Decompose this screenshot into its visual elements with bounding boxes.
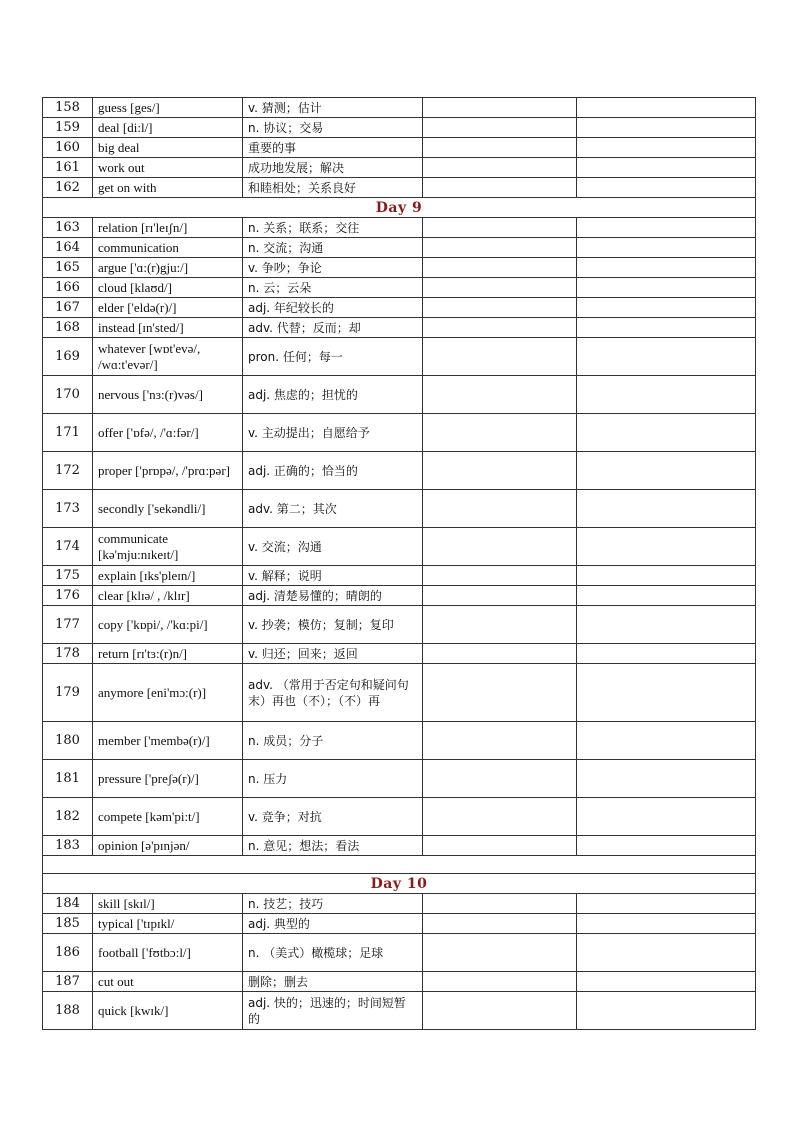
vocabulary-row (43, 158, 756, 178)
entry-word: explain [ɪks'pleɪn/] (93, 566, 243, 586)
entry-number: 183 (43, 836, 93, 856)
vocabulary-row (43, 298, 756, 318)
empty-cell (577, 836, 756, 856)
entry-number: 176 (43, 586, 93, 606)
vocabulary-row (43, 138, 756, 158)
empty-cell (577, 158, 756, 178)
entry-meaning: 删除；删去 (243, 972, 423, 992)
entry-word: get on with (93, 178, 243, 198)
entry-word: anymore [eni'mɔ:(r)] (93, 664, 243, 722)
empty-cell (423, 760, 577, 798)
entry-word: cut out (93, 972, 243, 992)
empty-cell (423, 528, 577, 566)
entry-word: argue ['ɑ:(r)gju:/] (93, 258, 243, 278)
day-header-row (43, 874, 756, 894)
vocabulary-row (43, 606, 756, 644)
vocabulary-table-body (43, 98, 756, 1030)
empty-cell (423, 158, 577, 178)
entry-meaning: adv. 代替；反而；却 (243, 318, 423, 338)
vocabulary-row (43, 914, 756, 934)
empty-cell (577, 490, 756, 528)
entry-word: typical ['tɪpɪkl/ (93, 914, 243, 934)
empty-cell (577, 914, 756, 934)
entry-meaning: n. 压力 (243, 760, 423, 798)
empty-cell (577, 894, 756, 914)
empty-cell (577, 138, 756, 158)
empty-cell (577, 760, 756, 798)
empty-cell (577, 414, 756, 452)
entry-meaning: n. （美式）橄榄球；足球 (243, 934, 423, 972)
empty-cell (423, 298, 577, 318)
vocabulary-row (43, 218, 756, 238)
empty-cell (423, 606, 577, 644)
vocabulary-row (43, 566, 756, 586)
entry-word: cloud [klaʊd/] (93, 278, 243, 298)
entry-word: opinion [ə'pɪnjən/ (93, 836, 243, 856)
vocabulary-row (43, 490, 756, 528)
vocabulary-row (43, 934, 756, 972)
empty-cell (423, 972, 577, 992)
empty-cell (423, 178, 577, 198)
vocabulary-row (43, 98, 756, 118)
vocabulary-row (43, 414, 756, 452)
empty-cell (423, 586, 577, 606)
entry-meaning: 重要的事 (243, 138, 423, 158)
empty-cell (577, 258, 756, 278)
empty-cell (577, 644, 756, 664)
vocabulary-row (43, 836, 756, 856)
entry-word: member ['membə(r)/] (93, 722, 243, 760)
entry-meaning: n. 交流；沟通 (243, 238, 423, 258)
empty-cell (423, 836, 577, 856)
entry-meaning: adj. 焦虑的；担忧的 (243, 376, 423, 414)
empty-cell (577, 934, 756, 972)
entry-word: guess [ges/] (93, 98, 243, 118)
entry-number: 188 (43, 992, 93, 1030)
empty-cell (423, 664, 577, 722)
day-header-row (43, 198, 756, 218)
entry-word: whatever [wɒt'evə/, /wɑ:t'evər/] (93, 338, 243, 376)
entry-meaning: v. 主动提出；自愿给予 (243, 414, 423, 452)
empty-cell (577, 98, 756, 118)
entry-meaning: n. 意见；想法；看法 (243, 836, 423, 856)
empty-cell (423, 452, 577, 490)
entry-number: 177 (43, 606, 93, 644)
entry-word: communicate [kə'mju:nɪkeɪt/] (93, 528, 243, 566)
entry-number: 168 (43, 318, 93, 338)
entry-word: offer ['ɒfə/, /'ɑ:fər/] (93, 414, 243, 452)
entry-meaning: v. 交流；沟通 (243, 528, 423, 566)
empty-cell (577, 528, 756, 566)
empty-cell (577, 722, 756, 760)
entry-meaning: v. 解释；说明 (243, 566, 423, 586)
entry-word: instead [ɪn'sted/] (93, 318, 243, 338)
vocabulary-row (43, 452, 756, 490)
entry-word: deal [di:l/] (93, 118, 243, 138)
entry-word: compete [kəm'pi:t/] (93, 798, 243, 836)
entry-meaning: adj. 快的；迅速的；时间短暂的 (243, 992, 423, 1030)
empty-cell (577, 664, 756, 722)
empty-cell (423, 238, 577, 258)
vocabulary-row (43, 664, 756, 722)
empty-cell (577, 318, 756, 338)
empty-cell (423, 98, 577, 118)
empty-cell (423, 376, 577, 414)
empty-cell (423, 914, 577, 934)
empty-cell (577, 178, 756, 198)
entry-word: return [rɪ'tɜ:(r)n/] (93, 644, 243, 664)
entry-meaning: v. 归还；回来；返回 (243, 644, 423, 664)
vocabulary-row (43, 992, 756, 1030)
entry-meaning: adj. 年纪较长的 (243, 298, 423, 318)
entry-number: 184 (43, 894, 93, 914)
empty-cell (423, 798, 577, 836)
empty-cell (423, 414, 577, 452)
empty-cell (577, 586, 756, 606)
entry-number: 162 (43, 178, 93, 198)
entry-number: 165 (43, 258, 93, 278)
entry-word: football ['fʊtbɔ:l/] (93, 934, 243, 972)
empty-cell (423, 258, 577, 278)
entry-meaning: adj. 正确的；恰当的 (243, 452, 423, 490)
empty-cell (423, 278, 577, 298)
entry-number: 164 (43, 238, 93, 258)
entry-word: proper ['prɒpə/, /'prɑ:pər] (93, 452, 243, 490)
entry-number: 182 (43, 798, 93, 836)
entry-number: 163 (43, 218, 93, 238)
blank-cell (43, 856, 756, 874)
entry-word: skill [skɪl/] (93, 894, 243, 914)
entry-word: clear [klɪə/ , /klɪr] (93, 586, 243, 606)
entry-number: 186 (43, 934, 93, 972)
empty-cell (423, 722, 577, 760)
entry-number: 173 (43, 490, 93, 528)
entry-word: relation [rɪ'leɪʃn/] (93, 218, 243, 238)
entry-number: 179 (43, 664, 93, 722)
entry-meaning: adv. 第二；其次 (243, 490, 423, 528)
empty-cell (423, 490, 577, 528)
vocabulary-row (43, 376, 756, 414)
entry-number: 161 (43, 158, 93, 178)
vocabulary-row (43, 318, 756, 338)
empty-cell (423, 934, 577, 972)
empty-cell (577, 238, 756, 258)
entry-number: 169 (43, 338, 93, 376)
empty-cell (577, 798, 756, 836)
entry-number: 185 (43, 914, 93, 934)
entry-word: big deal (93, 138, 243, 158)
vocabulary-row (43, 118, 756, 138)
entry-number: 160 (43, 138, 93, 158)
entry-number: 158 (43, 98, 93, 118)
entry-number: 178 (43, 644, 93, 664)
entry-number: 172 (43, 452, 93, 490)
vocabulary-row (43, 722, 756, 760)
entry-number: 171 (43, 414, 93, 452)
empty-cell (423, 894, 577, 914)
vocabulary-row (43, 586, 756, 606)
empty-cell (423, 992, 577, 1030)
entry-number: 167 (43, 298, 93, 318)
entry-word: communication (93, 238, 243, 258)
empty-cell (423, 218, 577, 238)
entry-meaning: v. 竞争；对抗 (243, 798, 423, 836)
empty-cell (577, 298, 756, 318)
entry-number: 166 (43, 278, 93, 298)
entry-number: 175 (43, 566, 93, 586)
entry-word: quick [kwɪk/] (93, 992, 243, 1030)
day-header: Day 10 (43, 874, 756, 894)
empty-cell (423, 338, 577, 376)
empty-cell (577, 376, 756, 414)
vocabulary-table (42, 97, 756, 1030)
entry-number: 181 (43, 760, 93, 798)
entry-meaning: n. 关系；联系；交往 (243, 218, 423, 238)
empty-cell (577, 218, 756, 238)
empty-cell (423, 566, 577, 586)
empty-cell (577, 338, 756, 376)
entry-meaning: v. 争吵；争论 (243, 258, 423, 278)
vocabulary-row (43, 972, 756, 992)
empty-cell (577, 992, 756, 1030)
entry-meaning: n. 技艺；技巧 (243, 894, 423, 914)
entry-number: 187 (43, 972, 93, 992)
vocabulary-row (43, 178, 756, 198)
entry-meaning: 成功地发展；解决 (243, 158, 423, 178)
empty-cell (577, 118, 756, 138)
empty-cell (423, 318, 577, 338)
vocabulary-row (43, 258, 756, 278)
empty-cell (577, 566, 756, 586)
vocabulary-row (43, 338, 756, 376)
entry-number: 170 (43, 376, 93, 414)
vocabulary-row (43, 760, 756, 798)
entry-meaning: pron. 任何；每一 (243, 338, 423, 376)
entry-number: 159 (43, 118, 93, 138)
entry-number: 174 (43, 528, 93, 566)
vocabulary-row (43, 528, 756, 566)
entry-meaning: adj. 典型的 (243, 914, 423, 934)
entry-word: nervous ['nɜ:(r)vəs/] (93, 376, 243, 414)
empty-cell (423, 644, 577, 664)
empty-cell (577, 278, 756, 298)
entry-meaning: adv. （常用于否定句和疑问句末）再也（不）；（不）再 (243, 664, 423, 722)
entry-word: elder ['eldə(r)/] (93, 298, 243, 318)
empty-cell (577, 606, 756, 644)
vocabulary-row (43, 644, 756, 664)
empty-cell (423, 138, 577, 158)
vocabulary-row (43, 278, 756, 298)
empty-cell (577, 452, 756, 490)
vocabulary-row (43, 894, 756, 914)
entry-meaning: v. 抄袭；模仿；复制；复印 (243, 606, 423, 644)
empty-cell (423, 118, 577, 138)
day-header: Day 9 (43, 198, 756, 218)
entry-word: secondly ['sekəndli/] (93, 490, 243, 528)
entry-meaning: n. 协议；交易 (243, 118, 423, 138)
entry-word: work out (93, 158, 243, 178)
entry-meaning: n. 云；云朵 (243, 278, 423, 298)
entry-meaning: n. 成员；分子 (243, 722, 423, 760)
vocabulary-row (43, 238, 756, 258)
entry-meaning: adj. 清楚易懂的；晴朗的 (243, 586, 423, 606)
entry-word: copy ['kɒpi/, /'kɑ:pi/] (93, 606, 243, 644)
entry-number: 180 (43, 722, 93, 760)
entry-meaning: v. 猜测；估计 (243, 98, 423, 118)
vocabulary-row (43, 798, 756, 836)
entry-word: pressure ['preʃə(r)/] (93, 760, 243, 798)
entry-meaning: 和睦相处；关系良好 (243, 178, 423, 198)
empty-cell (577, 972, 756, 992)
blank-row (43, 856, 756, 874)
